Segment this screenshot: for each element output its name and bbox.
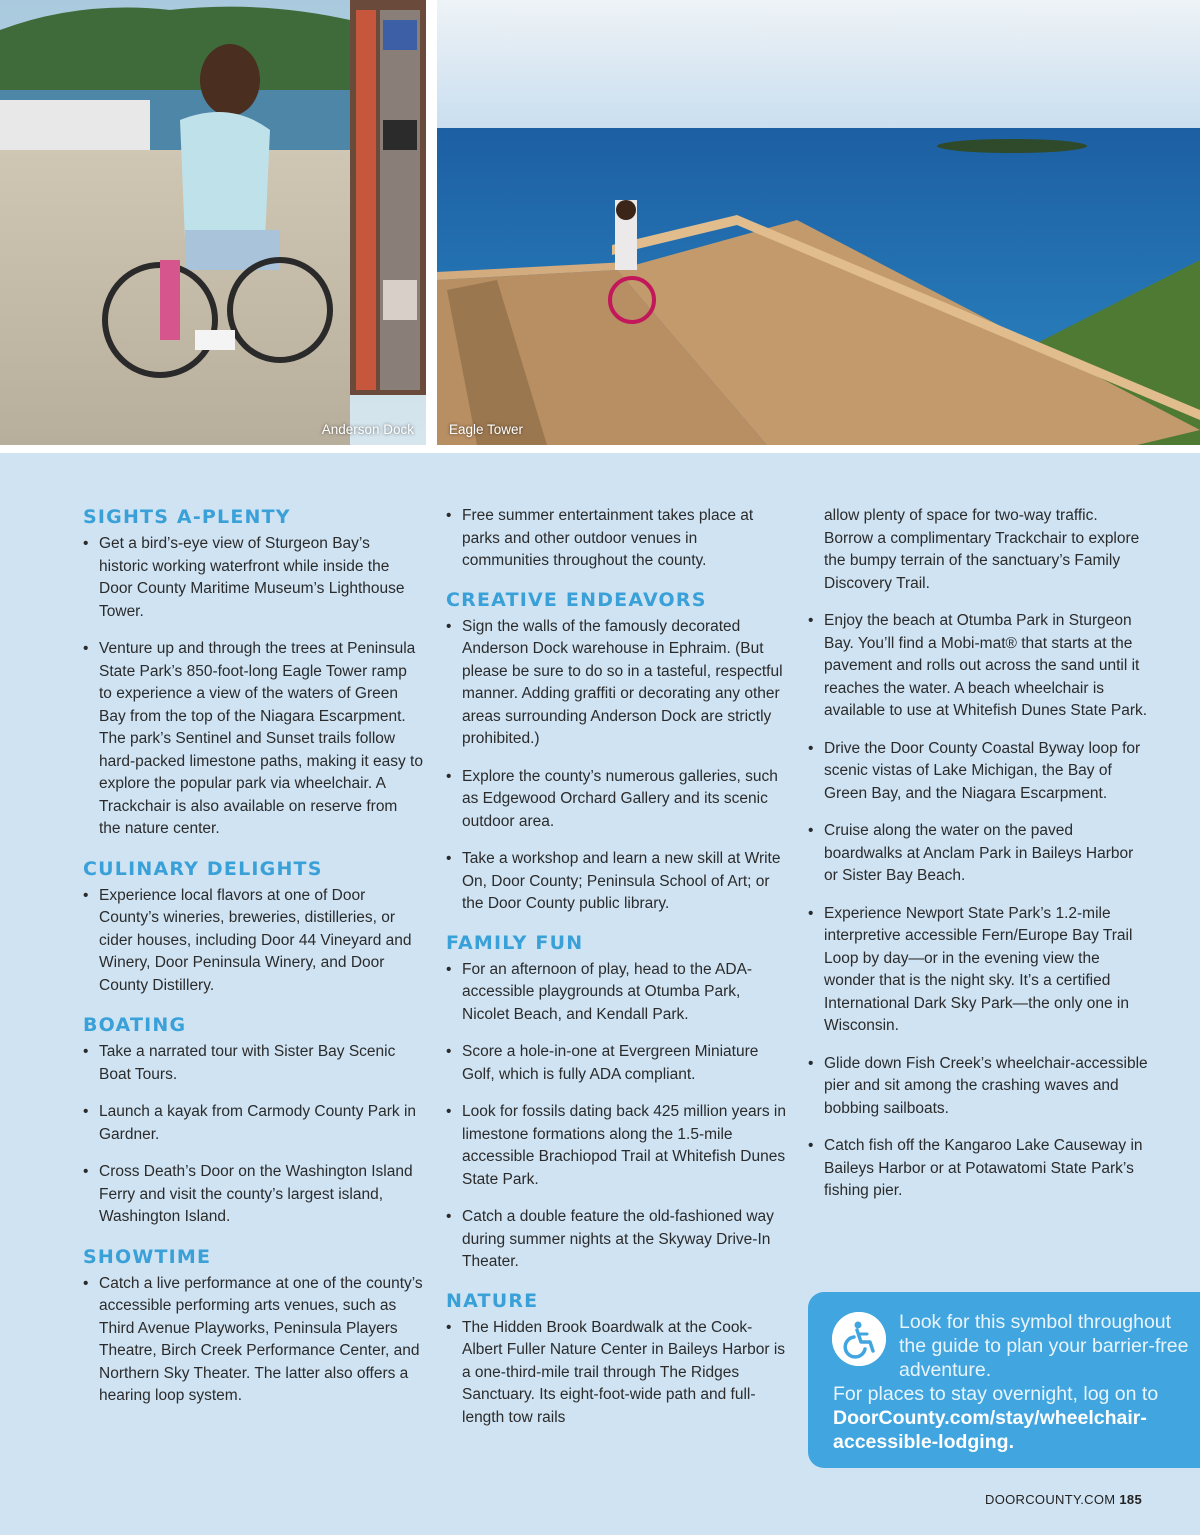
nature-list (446, 1317, 786, 1430)
culinary-list (83, 885, 423, 998)
anderson-dock-photo (0, 0, 426, 445)
page-footer (985, 1492, 1142, 1507)
eagle-tower-photo (437, 0, 1200, 445)
eagle-tower-image (437, 0, 1200, 445)
nature-heading: NATURE (446, 1289, 539, 1312)
list-item: • Score a hole-in-one at Evergreen Miniature Golf, which is fully ADA compliant. (446, 1041, 786, 1086)
anderson-dock-image (0, 0, 426, 445)
boating-list (83, 1041, 423, 1229)
callout-prefix: For places to stay overnight, log on to (833, 1383, 1159, 1405)
list-item: • Sign the walls of the famously decorated Anderson Dock warehouse in Ephraim. (But please be sure to do so in a tasteful, respectful manner. Adding graffiti or decorating any other areas surrounding Anderson Dock are strictly prohibited.) (446, 616, 786, 751)
wheelchair-accessible-icon (832, 1312, 886, 1366)
footer-site: DOORCOUNTY.COM (985, 1492, 1116, 1507)
sights-list (83, 533, 423, 841)
column-3 (808, 505, 1148, 1218)
accessibility-callout (808, 1292, 1200, 1468)
list-item: • Glide down Fish Creek’s wheelchair-accessible pier and sit among the crashing waves and bobbing sailboats. (808, 1053, 1148, 1121)
list-item: • The Hidden Brook Boardwalk at the Cook-Albert Fuller Nature Center in Baileys Harbor is a one-third-mile trail through The Ridges Sanctuary. Its eight-foot-wide path and full-length tow rails (446, 1317, 786, 1430)
sights-a-plenty-heading: SIGHTS A-PLENTY (83, 506, 291, 528)
list-item: • For an afternoon of play, head to the ADA-accessible playgrounds at Otumba Park, Nicolet Beach, and Kendall Park. (446, 959, 786, 1027)
list-item: • Cruise along the water on the paved boardwalks at Anclam Park in Baileys Harbor or Sister Bay Beach. (808, 820, 1148, 888)
list-item: • Drive the Door County Coastal Byway loop for scenic vistas of Lake Michigan, the Bay of Green Bay, and the Niagara Escarpment. (808, 738, 1148, 806)
page-number: 185 (1119, 1492, 1142, 1507)
boating-heading: BOATING (83, 1014, 187, 1036)
callout-lodging-text (833, 1382, 1193, 1454)
family-list (446, 959, 786, 1274)
photo-strip (0, 0, 1200, 445)
list-item: • Venture up and through the trees at Peninsula State Park’s 850-foot-long Eagle Tower ramp to experience a view of the waters of Green Bay from the top of the Niagara Escarpment. The park’s Sentinel and Sunset trails follow hard-packed limestone paths, making it easy to explore the popular park via wheelchair. A Trackchair is also available on reserve from the nature center. (83, 638, 423, 841)
anderson-dock-caption: Anderson Dock (321, 422, 414, 437)
list-item: • Cross Death’s Door on the Washington Island Ferry and visit the county’s largest island, Washington Island. (83, 1161, 423, 1229)
list-item: • Explore the county’s numerous galleries, such as Edgewood Orchard Gallery and its scenic outdoor area. (446, 766, 786, 834)
list-item: • Catch a double feature the old-fashioned way during summer nights at the Skyway Drive-In Theater. (446, 1206, 786, 1274)
creative-endeavors-heading: CREATIVE ENDEAVORS (446, 588, 707, 611)
list-item: • Catch fish off the Kangaroo Lake Causeway in Baileys Harbor or at Potawatomi State Park’s fishing pier. (808, 1135, 1148, 1203)
list-item: • Enjoy the beach at Otumba Park in Sturgeon Bay. You’ll find a Mobi-mat® that starts at the pavement and rolls out across the sand until it reaches the water. A beach wheelchair is available to use at Whitefish Dunes State Park. (808, 610, 1148, 723)
list-item: • Free summer entertainment takes place at parks and other outdoor venues in communities throughout the county. (446, 505, 786, 573)
column-2 (446, 505, 786, 1444)
nature-continued-list (808, 610, 1148, 1203)
list-item: • Experience Newport State Park’s 1.2-mile interpretive accessible Fern/Europe Bay Trail Loop by day—or in the evening view the wonder that is the night sky. It’s a certified International Dark Sky Park—the only one in Wisconsin. (808, 903, 1148, 1038)
column-1 (83, 505, 423, 1423)
showtime-heading: SHOWTIME (83, 1245, 212, 1268)
list-item: • Experience local flavors at one of Door County’s wineries, breweries, distilleries, or cider houses, including Door 44 Vineyard and Winery, Door Peninsula Winery, and Door County Distillery. (83, 885, 423, 998)
callout-symbol-text: Look for this symbol throughout the guide to plan your barrier-free adventure. (899, 1311, 1189, 1381)
culinary-delights-heading: CULINARY DELIGHTS (83, 857, 323, 880)
list-item: • Catch a live performance at one of the county’s accessible performing arts venues, such as Third Avenue Playworks, Peninsula Players Theatre, Birch Creek Performance Center, and Northern Sky Theater. The latter also offers a hearing loop system. (83, 1273, 423, 1408)
list-item: • Take a workshop and learn a new skill at Write On, Door County; Peninsula School of Art; or the Door County public library. (446, 848, 786, 916)
family-fun-heading: FAMILY FUN (446, 931, 584, 954)
creative-list (446, 616, 786, 916)
list-item: • Launch a kayak from Carmody County Park in Gardner. (83, 1101, 423, 1146)
callout-suffix: . (1008, 1431, 1014, 1453)
list-item: • Get a bird’s-eye view of Sturgeon Bay’s historic working waterfront while inside the Door County Maritime Museum’s Lighthouse Tower. (83, 533, 423, 623)
nature-continuation: allow plenty of space for two-way traffic. Borrow a complimentary Trackchair to explore the bumpy terrain of the sanctuary’s Family Discovery Trail. (824, 507, 1140, 592)
showtime-continued-list (446, 505, 786, 573)
showtime-list (83, 1273, 423, 1408)
lodging-link[interactable]: DoorCounty.com/stay/wheelchair-accessible-lodging (833, 1407, 1147, 1453)
list-item: • Take a narrated tour with Sister Bay Scenic Boat Tours. (83, 1041, 423, 1086)
eagle-tower-caption: Eagle Tower (449, 422, 524, 437)
list-item: • Look for fossils dating back 425 million years in limestone formations along the 1.5-mile accessible Brachiopod Trail at Whitefish Dunes State Park. (446, 1101, 786, 1191)
